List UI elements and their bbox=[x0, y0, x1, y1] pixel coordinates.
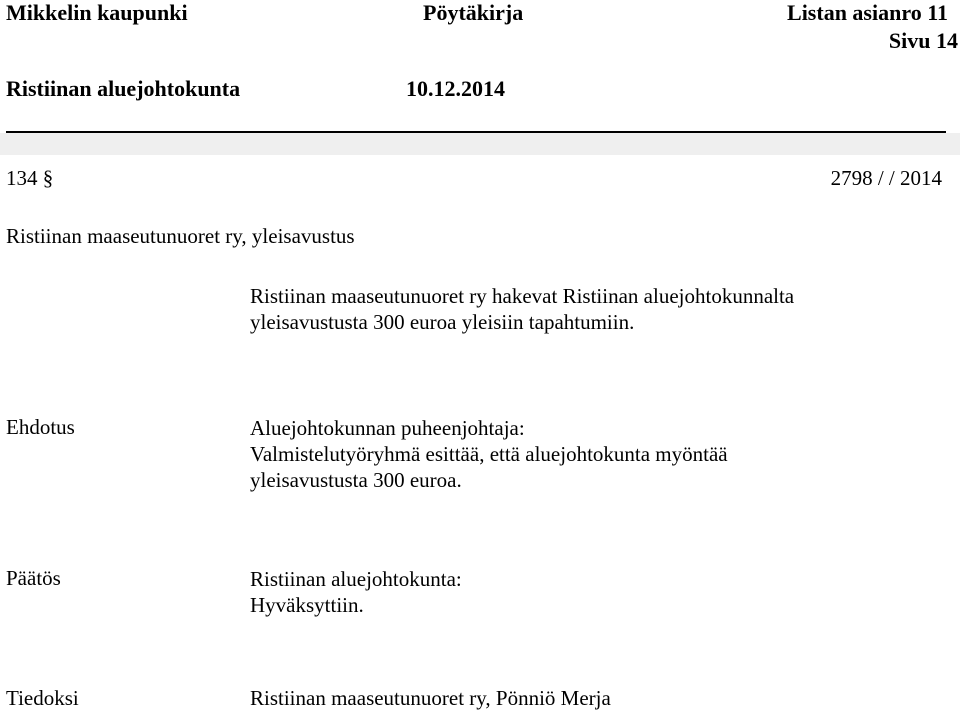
proposal-text bbox=[250, 415, 728, 493]
meeting-date: 10.12.2014 bbox=[406, 76, 505, 101]
document-type: Pöytäkirja bbox=[423, 0, 524, 25]
description-line: yleisavustusta 300 euroa yleisiin tapahtumiin. bbox=[250, 310, 635, 334]
list-item-number: Listan asianro 11 bbox=[787, 0, 948, 25]
record-reference: 2798 / / 2014 bbox=[830, 166, 942, 190]
proposal-label: Ehdotus bbox=[6, 415, 75, 439]
header-band bbox=[0, 133, 960, 155]
decision-line: Ristiinan aluejohtokunta: bbox=[250, 567, 462, 591]
committee-name: Ristiinan aluejohtokunta bbox=[6, 76, 241, 101]
section-number: 134 § bbox=[6, 166, 54, 190]
proposal-line: yleisavustusta 300 euroa. bbox=[250, 468, 462, 492]
proposal-line: Aluejohtokunnan puheenjohtaja: bbox=[250, 416, 525, 440]
item-description bbox=[250, 283, 794, 335]
city-name: Mikkelin kaupunki bbox=[6, 0, 188, 25]
decision-text bbox=[250, 566, 462, 618]
item-title: Ristiinan maaseutunuoret ry, yleisavustus bbox=[6, 224, 355, 248]
notices-text: Ristiinan maaseutunuoret ry, Pönniö Merja bbox=[250, 686, 611, 710]
decision-line: Hyväksyttiin. bbox=[250, 593, 364, 617]
decision-label: Päätös bbox=[6, 566, 61, 590]
notices-label: Tiedoksi bbox=[6, 686, 79, 710]
page-number: Sivu 14 bbox=[888, 28, 958, 53]
proposal-line: Valmistelutyöryhmä esittää, että aluejohtokunta myöntää bbox=[250, 442, 728, 466]
description-line: Ristiinan maaseutunuoret ry hakevat Ristiinan aluejohtokunnalta bbox=[250, 284, 795, 308]
